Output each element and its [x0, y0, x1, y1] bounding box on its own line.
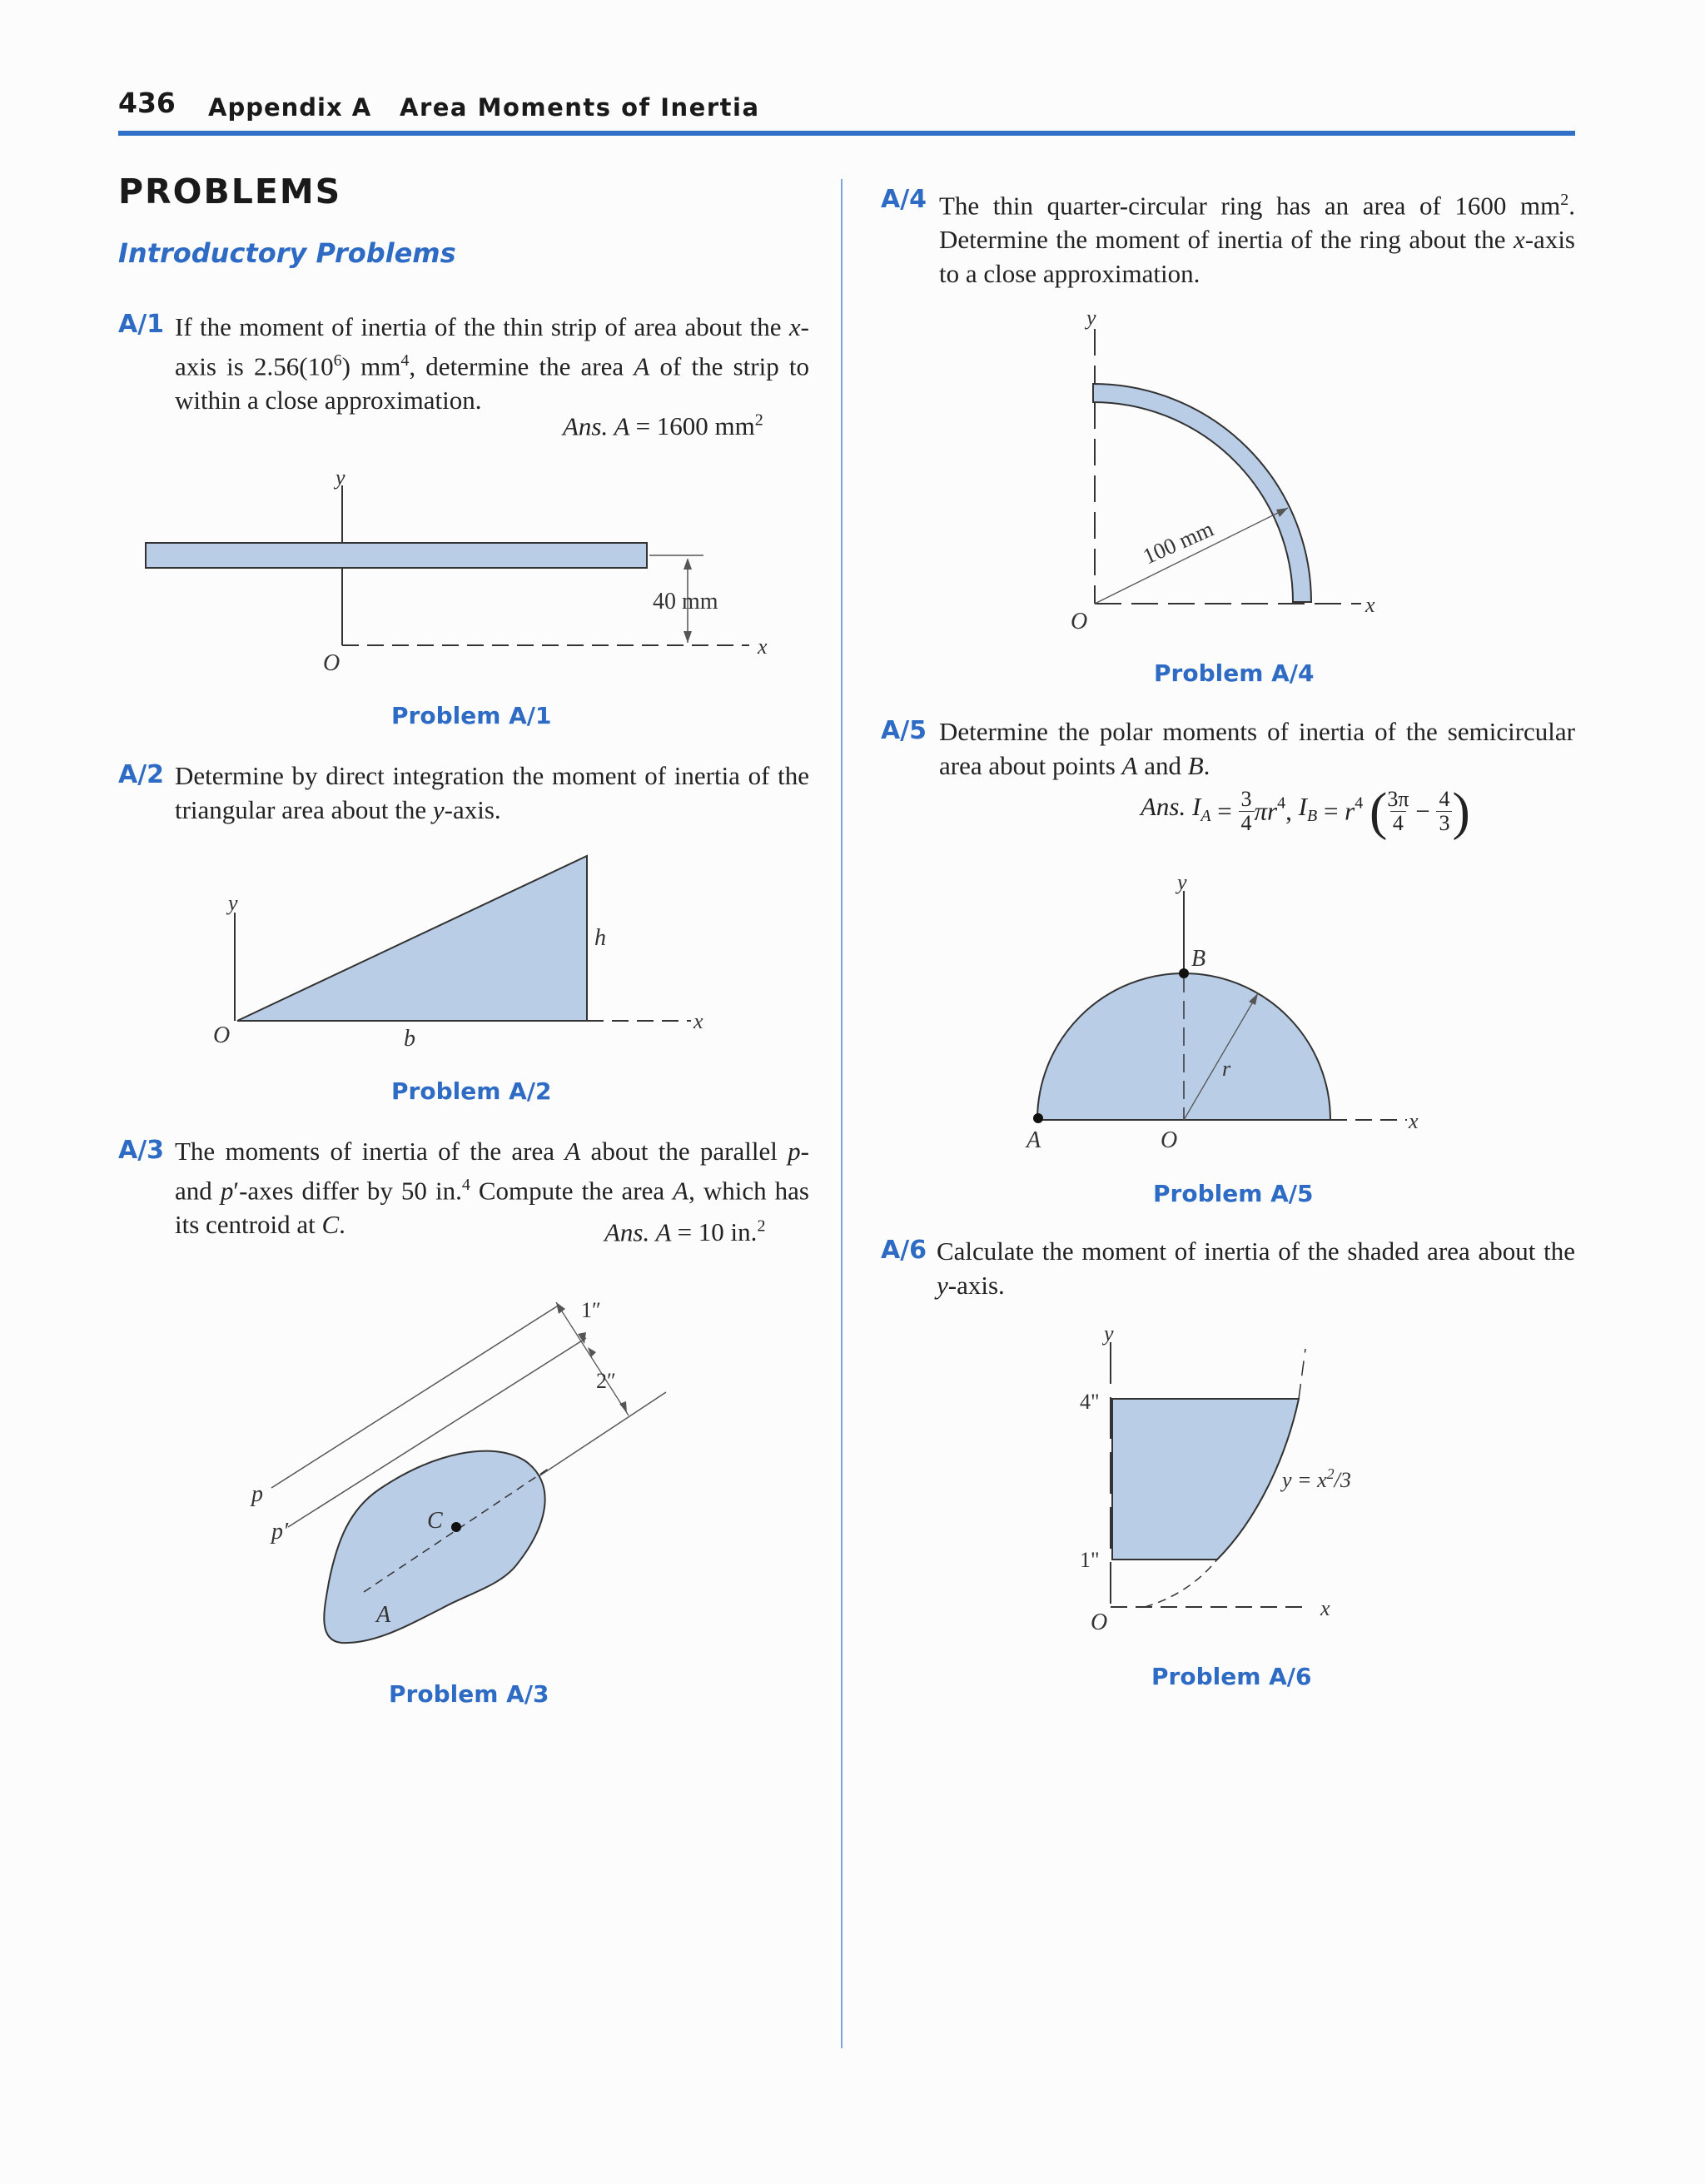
appendix-label: Appendix A: [208, 93, 372, 122]
y-axis-label: y: [336, 465, 345, 490]
height-label: h: [594, 925, 606, 951]
y-axis-label: y: [1104, 1321, 1114, 1346]
origin-label: O: [323, 650, 341, 676]
p-prime-axis-label: p′: [271, 1519, 289, 1545]
top-bound-label: 4": [1080, 1390, 1100, 1414]
problem-number: A/3: [118, 1136, 165, 1165]
dimension-label: 40 mm: [653, 589, 718, 614]
answer: Ans. A = 1600 $mm^2$: [563, 411, 763, 441]
chapter-title: Area Moments of Inertia: [400, 93, 760, 122]
x-axis-label: x: [693, 1009, 703, 1033]
figure-caption: Problem A/5: [1153, 1180, 1314, 1207]
section-title: PROBLEMS: [118, 172, 342, 211]
figure-caption: Problem A/2: [391, 1077, 552, 1105]
x-axis-label: x: [758, 634, 768, 659]
problem-number: A/6: [881, 1236, 927, 1265]
base-label: b: [404, 1026, 415, 1052]
bottom-bound-label: 1": [1080, 1548, 1100, 1572]
problem-number: A/4: [881, 185, 927, 214]
problem-text: Determine the polar moments of inertia of the semicircular area about points A and B.: [939, 717, 1575, 780]
shaded-area: [1112, 1399, 1299, 1560]
curve-label: $y = x^2/3$: [1282, 1465, 1351, 1492]
x-axis-label: x: [1320, 1596, 1330, 1620]
figure-caption: Problem A/4: [1154, 659, 1315, 687]
origin-label: O: [1071, 609, 1088, 634]
answer: Ans. $I_A = 3$ $4\pi r^4$, $I_B = r^4$ (3π 4 − 4 3): [1141, 781, 1470, 841]
figure-caption: Problem A/3: [389, 1680, 549, 1708]
problem-text: The thin quarter-circular ring has an area of 1600 $mm^2$. Determine the moment of inertia of the ring about the x-axis to a close approximation.: [939, 191, 1575, 289]
problem-text: If the moment of inertia of the thin strip of area about the x-axis is $2.56(10^6)$ $mm^4$, determine the area A of the strip to within a close approximation.: [175, 312, 810, 415]
origin-label: O: [1161, 1127, 1178, 1153]
figure-caption: Problem A/6: [1151, 1663, 1312, 1690]
y-axis-label: y: [1177, 870, 1187, 894]
origin-label: O: [213, 1022, 231, 1048]
problem-text: The moments of inertia of the area A about the parallel p- and p′-axes differ by 50 in.$^4$ Compute the area A, which has its centroid at C.: [175, 1137, 809, 1240]
area-label: A: [376, 1602, 391, 1628]
radius-label: 100 mm: [1139, 515, 1217, 570]
problem-number: A/2: [118, 760, 165, 789]
x-axis-label: x: [1409, 1109, 1419, 1133]
p-axis-label: p: [251, 1481, 263, 1507]
answer: Ans. A = 10 in.$^2$: [604, 1217, 766, 1247]
section-subtitle: Introductory Problems: [118, 237, 456, 269]
origin-label: O: [1091, 1609, 1108, 1635]
centroid-label: C: [427, 1508, 443, 1534]
problem-text: Determine by direct integration the moment of inertia of the triangular area about the y-axis.: [175, 761, 809, 824]
problem-number: A/5: [881, 716, 927, 745]
radius-label: r: [1222, 1057, 1231, 1081]
problem-number: A/1: [118, 310, 165, 339]
x-axis-label: x: [1365, 593, 1375, 617]
dim-label-1: 1″: [581, 1298, 601, 1322]
page-number: 436: [118, 87, 176, 119]
figure-caption: Problem A/1: [391, 702, 552, 729]
point-b-label: B: [1191, 946, 1206, 972]
point-a-label: A: [1026, 1127, 1041, 1153]
problem-text: Calculate the moment of inertia of the shaded area about the y-axis.: [937, 1236, 1575, 1300]
y-axis-label: y: [1086, 306, 1096, 330]
dim-label-2: 2″: [596, 1369, 616, 1393]
y-axis-label: y: [228, 891, 238, 915]
